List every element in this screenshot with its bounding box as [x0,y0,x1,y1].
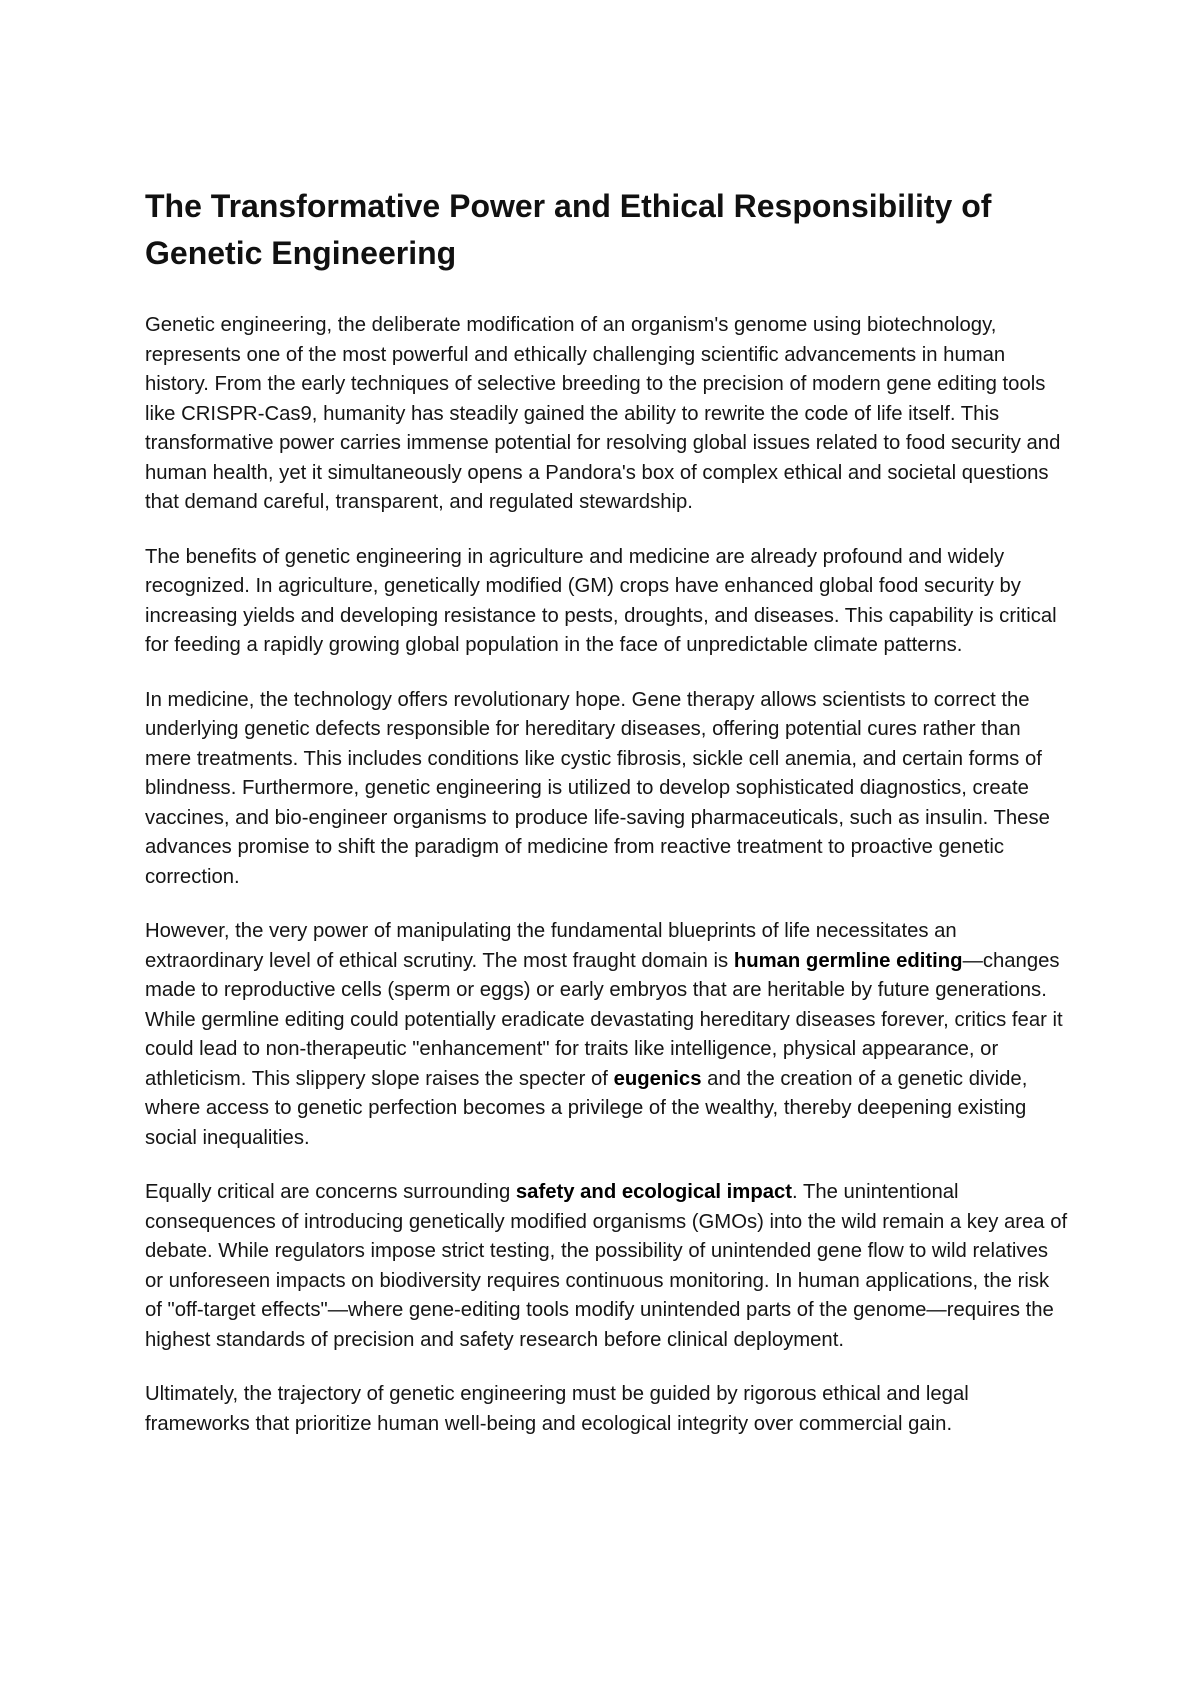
paragraph-medicine: In medicine, the technology offers revolutionary hope. Gene therapy allows scientists to correct the underlying genetic defects responsible for hereditary diseases, offering potential cures rather than mere treatments. This includes conditions like cystic fibrosis, sickle cell anemia, and certain forms of blindness. Furthermore, genetic engineering is utilized to develop sophisticated diagnostics, create vaccines, and bio-engineer organisms to produce life-saving pharmaceuticals, such as insulin. These advances promise to shift the paradigm of medicine from reactive treatment to proactive genetic correction. [145,688,1050,888]
paragraph-safety [145,1178,1070,1355]
document-title: The Transformative Power and Ethical Responsibility of Genetic Engineering [145,188,992,271]
paragraph-intro: Genetic engineering, the deliberate modification of an organism's genome using biotechnology, represents one of the most powerful and ethically challenging scientific advancements in human history. From the early techniques of selective breeding to the precision of modern gene editing tools like CRISPR-Cas9, humanity has steadily gained the ability to rewrite the code of life itself. This transformative power carries immense potential for resolving global issues related to food security and human health, yet it simultaneously opens a Pandora's box of complex ethical and societal questions that demand careful, transparent, and regulated stewardship. [145,314,1061,513]
paragraph-germline [145,917,1070,1153]
paragraph-agriculture: The benefits of genetic engineering in agriculture and medicine are already profound and widely recognized. In agriculture, genetically modified (GM) crops have enhanced global food security by increasing yields and developing resistance to pests, droughts, and diseases. This capability is critical for feeding a rapidly growing global population in the face of unpredictable climate patterns. [145,545,1057,656]
paragraph-text: Equally critical are concerns surrounding [145,1181,516,1203]
bold-term-germline-editing: human germline editing [733,949,963,972]
paragraph-text: and the creation of a genetic divide, where access to genetic perfection becomes a privilege of the wealthy, thereby deepening existing social inequalities. [145,1067,1028,1149]
paragraph-conclusion: Ultimately, the trajectory of genetic engineering must be guided by rigorous ethical and legal frameworks that prioritize human well-being and ecological integrity over commercial gain. [145,1383,969,1435]
paragraph-text: However, the very power of manipulating the fundamental blueprints of life necessitates an extraordinary level of ethical scrutiny. The most fraught domain is [145,920,957,972]
bold-term-safety-ecological-impact: safety and ecological impact [515,1181,793,1203]
paragraph-text: . The unintentional consequences of introducing genetically modified organisms (GMOs) into the wild remain a key area of debate. While regulators impose strict testing, the possibility of unintended gene flow to wild relatives or unforeseen impacts on biodiversity requires continuous monitoring. In human applications, the risk of "off-target effects"—where gene-editing tools modify unintended parts of the genome—requires the highest standards of precision and safety research before clinical deployment. [145,1181,1068,1351]
paragraph-text: —changes made to reproductive cells (sperm or eggs) or early embryos that are heritable by future generations. While germline editing could potentially eradicate devastating hereditary diseases forever, critics fear it could lead to non-therapeutic "enhancement" for traits like intelligence, physical appearance, or athleticism. This slippery slope raises the specter of [145,949,1063,1090]
document-body [145,183,1070,1464]
bold-term-eugenics: eugenics [613,1067,702,1090]
